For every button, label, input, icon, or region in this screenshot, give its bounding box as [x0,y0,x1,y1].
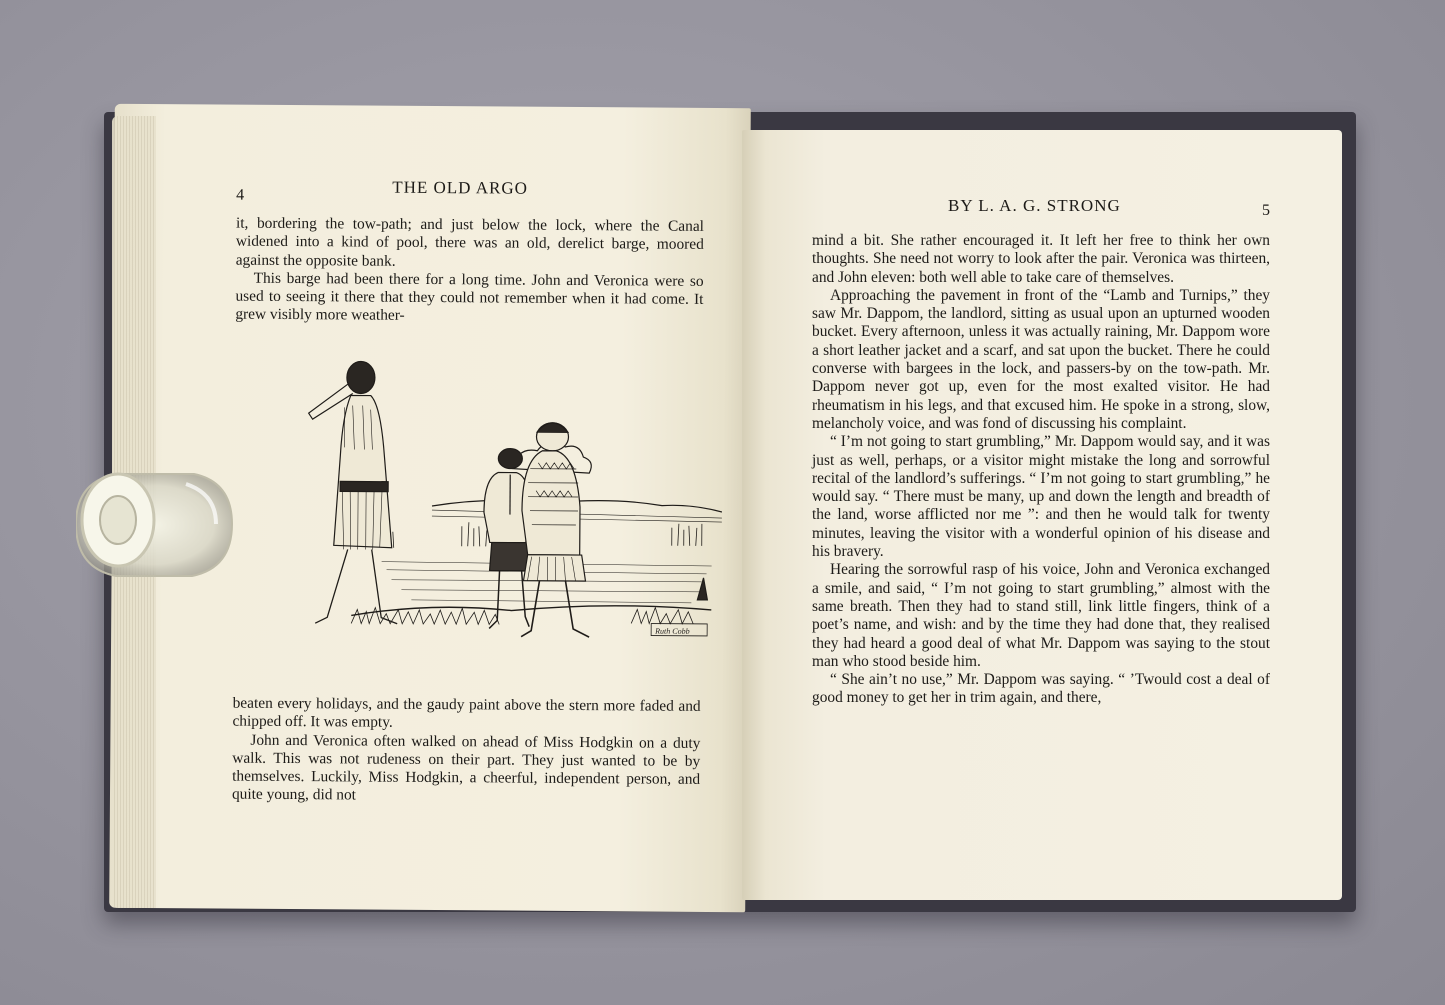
girl-figure [521,423,590,637]
paragraph: “ She ain’t no use,” Mr. Dappom was saying. “ ’Twould cost a deal of good money to get her in trim again, and there, [812,671,1270,707]
left-text-bottom [232,695,701,808]
page-number-left: 4 [236,186,245,204]
left-text-top [235,215,704,328]
paragraph: mind a bit. She rather encouraged it. It left her free to think her own thoughts. She need not worry to look after the pair. Veronica was thirteen, and John eleven: both well able to take care of themselves. [812,232,1270,286]
illustration [251,347,723,690]
right-text [812,232,1270,708]
running-head-left: THE OLD ARGO [392,177,529,198]
paragraph: This barge had been there for a long time. John and Veronica were so used to seeing it there that they could not remember when it had come. It grew visibly more weather- [235,269,704,325]
illustrator-signature: Ruth Cobb [655,626,690,636]
right-page [742,130,1342,900]
running-head-right: BY L. A. G. STRONG [948,196,1121,215]
paragraph: Approaching the pavement in front of the “Lamb and Turnips,” they saw Mr. Dappom, the landlord, sitting as usual upon an upturned wooden bucket. Every afternoon, unless it was actually raining, Mr. Dappom wore a short leather jacket and a scarf, and sat upon the bucket. There he could converse with bargees in the lock, and passers-by on the tow-path. Mr. Dappom never got up, even for the most exalted visitor. He had rheumatism in his legs, and that excused him. He spoke in a strong, slow, melancholy voice, and was fond of discussing his complaint. [812,286,1270,432]
paragraph: Hearing the sorrowful rasp of his voice, John and Veronica exchanged a smile, and said, “ I’m not going to start grumbling,” almost with the same breath. Then they had to stand still, link little fingers, think of a poet’s name, and wish: and by the time they had done that, they realised they had heard a good deal of what Mr. Dappom was saying to the stout man who stood beside him. [812,561,1270,670]
paragraph: it, bordering the tow-path; and just below the lock, where the Canal widened into a kind of pool, there was an old, derelict barge, moored against the opposite bank. [235,214,705,270]
paragraph: “ I’m not going to start grumbling,” Mr. Dappom would say, and it was just as well, perhaps, or a visitor might mistake the long and sorrowful recital of the landlord’s sufferings. “ I’m not going to start grumbling,” he would say. “ There must be many, up and down the length and breadth of the land, worse afflicted nor me ”: and then he would talk for twenty minutes, leaving the visitor with a wonderful opinion of his disease and his bravery. [812,433,1270,561]
glass-bottle [76,464,240,580]
woman-figure [307,361,399,624]
foreground-bank [351,604,711,618]
paragraph: beaten every holidays, and the gaudy paint above the stern more faded and chipped off. It was empty. [232,694,701,732]
paragraph: John and Veronica often walked on ahead of Miss Hodgkin on a duty walk. This was not rudeness on their part. They just wanted to be by themselves. Luckily, Miss Hodgkin, a cheerful, independent person, and quite young, did not [231,731,701,804]
page-number-right: 5 [1262,202,1270,219]
